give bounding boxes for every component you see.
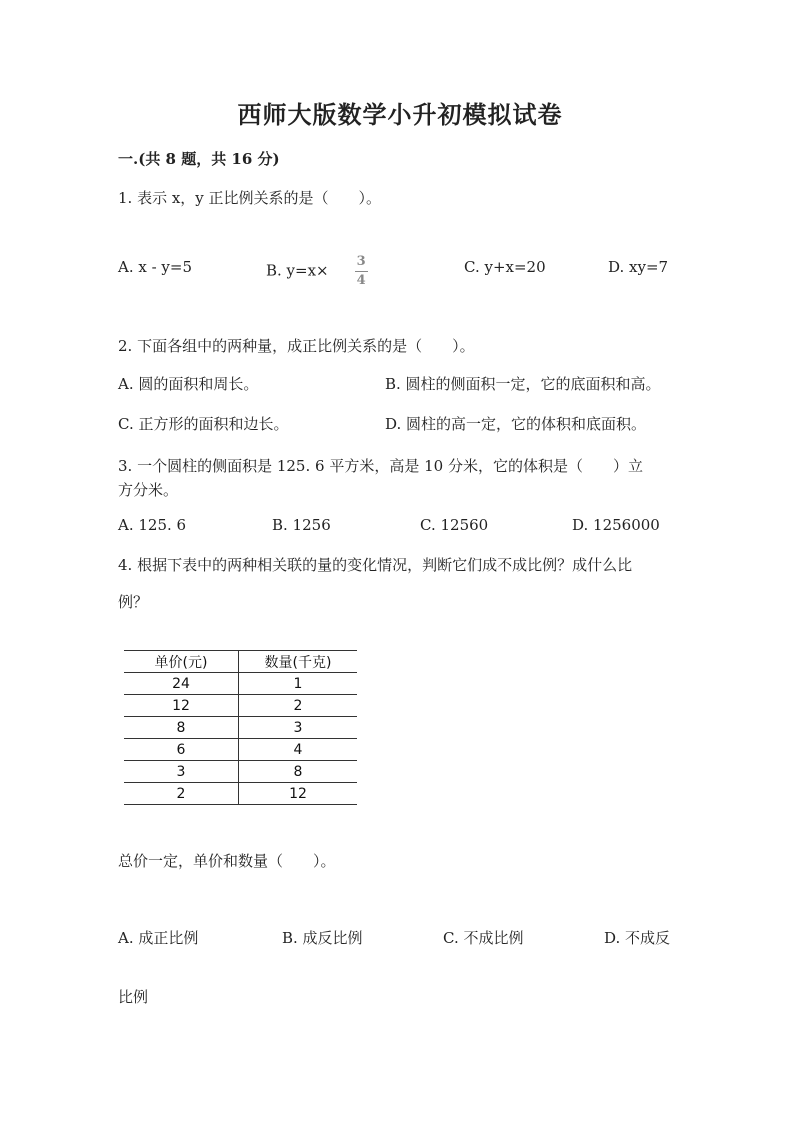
question-1-option-d[interactable]: D. xy=7 — [608, 258, 669, 276]
table-cell: 24 — [124, 673, 239, 695]
question-2-option-c[interactable]: C. 正方形的面积和边长。 — [118, 415, 289, 433]
question-1-text: 1. 表示 x，y 正比例关系的是（ ）。 — [118, 189, 382, 207]
table-row — [124, 695, 357, 717]
fraction-three-quarters — [355, 255, 368, 288]
table-row — [124, 673, 357, 695]
table-header-cell: 数量(千克) — [239, 651, 358, 673]
table-row — [124, 761, 357, 783]
table-row — [124, 739, 357, 761]
table-cell: 4 — [239, 739, 358, 761]
question-2-option-b[interactable]: B. 圆柱的侧面积一定，它的底面积和高。 — [385, 375, 661, 393]
fraction-denominator: 4 — [356, 273, 366, 288]
question-3-text-line-2: 方分米。 — [118, 481, 179, 499]
table-header-row — [124, 651, 357, 673]
question-4-followup: 总价一定，单价和数量（ ）。 — [118, 852, 336, 870]
page-title: 西师大版数学小升初模拟试卷 — [237, 100, 563, 129]
table-cell: 3 — [124, 761, 239, 783]
table-cell: 2 — [124, 783, 239, 805]
table-row — [124, 783, 357, 805]
question-4-text-line-2: 例？ — [118, 593, 149, 611]
table-cell: 2 — [239, 695, 358, 717]
question-2-text: 2. 下面各组中的两种量，成正比例关系的是（ ）。 — [118, 337, 475, 355]
question-1-option-a[interactable]: A. x - y=5 — [118, 258, 193, 276]
table-cell: 6 — [124, 739, 239, 761]
question-3-text-line-1: 3. 一个圆柱的侧面积是 125. 6 平方米，高是 10 分米，它的体积是（ ）立 — [118, 457, 643, 475]
question-2-option-a[interactable]: A. 圆的面积和周长。 — [118, 375, 259, 393]
table-cell: 3 — [239, 717, 358, 739]
table-row — [124, 717, 357, 739]
table-cell: 12 — [239, 783, 358, 805]
question-1-option-c[interactable]: C. y+x=20 — [464, 258, 546, 276]
table-cell: 8 — [239, 761, 358, 783]
question-4-option-d[interactable]: D. 不成反 — [604, 929, 671, 947]
question-4-text-line-1: 4. 根据下表中的两种相关联的量的变化情况，判断它们成不成比例？成什么比 — [118, 556, 633, 574]
question-3-option-c[interactable]: C. 12560 — [420, 516, 489, 534]
question-3-option-b[interactable]: B. 1256 — [272, 516, 331, 534]
question-4-option-b[interactable]: B. 成反比例 — [282, 929, 363, 947]
question-1-option-b-label: B. y=x× — [266, 261, 329, 280]
fraction-numerator: 3 — [355, 255, 368, 272]
question-4-option-d-wrap: 比例 — [118, 988, 149, 1006]
question-4-option-a[interactable]: A. 成正比例 — [118, 929, 199, 947]
question-3-option-a[interactable]: A. 125. 6 — [118, 516, 187, 534]
table-cell: 12 — [124, 695, 239, 717]
question-4-option-c[interactable]: C. 不成比例 — [443, 929, 524, 947]
table-header-cell: 单价(元) — [124, 651, 239, 673]
table-cell: 1 — [239, 673, 358, 695]
question-1-option-b[interactable] — [266, 255, 368, 288]
question-3-option-d[interactable]: D. 1256000 — [572, 516, 660, 534]
section-heading: 一.(共 8 题，共 16 分) — [118, 150, 280, 168]
table-cell: 8 — [124, 717, 239, 739]
question-2-option-d[interactable]: D. 圆柱的高一定，它的体积和底面积。 — [385, 415, 647, 433]
price-quantity-table — [124, 650, 357, 805]
